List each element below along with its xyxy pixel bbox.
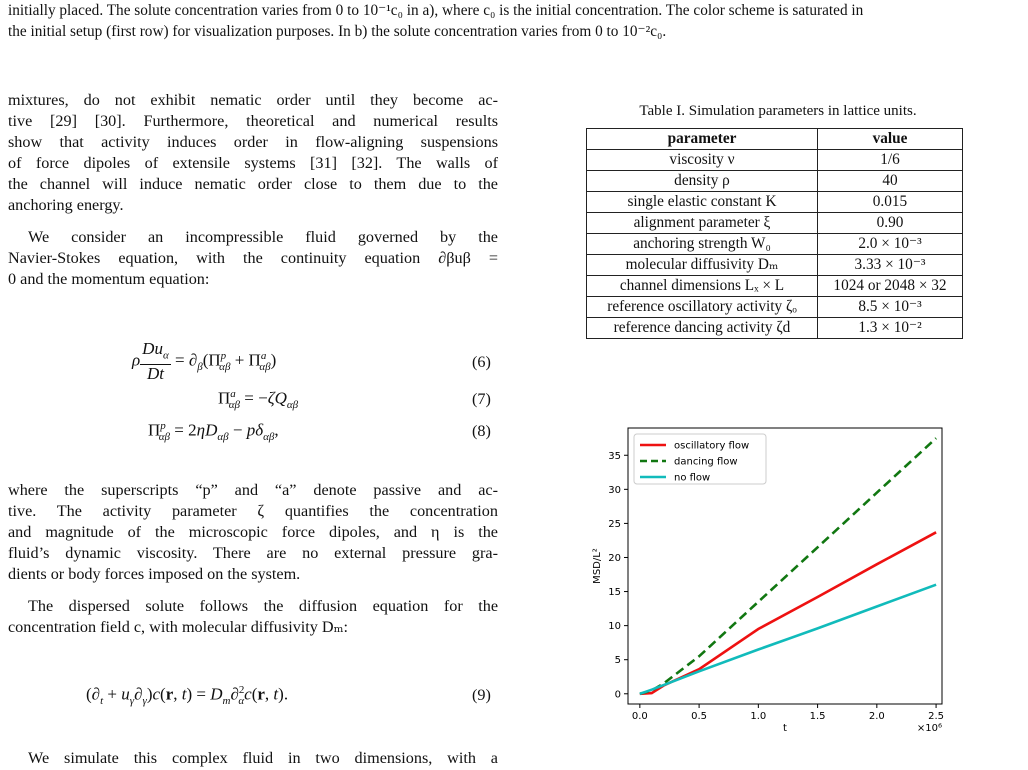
text-line: where the superscripts “p” and “a” denote passive and ac- — [8, 481, 498, 499]
table-row — [587, 192, 963, 213]
text-line: of force dipoles of extensile systems [31] [32]. The walls of — [8, 154, 498, 172]
table-row — [587, 297, 963, 318]
x-axis-label: t — [783, 723, 787, 734]
equation-7: $\Pi^a_{\alpha\beta} = -\zeta Q_{\alpha\beta}$ — [218, 388, 299, 412]
param-value: 40 — [818, 171, 963, 192]
param-name: reference oscillatory activity ζₒ — [587, 297, 818, 318]
table-header-row — [587, 129, 963, 150]
paragraph — [8, 596, 498, 638]
text-line: mixtures, do not exhibit nematic order until they become ac- — [8, 91, 498, 109]
param-value: 0.90 — [818, 213, 963, 234]
left-column-bottom — [8, 748, 498, 769]
equation-number: (7) — [472, 390, 491, 408]
text-line: 0 and the momentum equation: — [8, 270, 210, 288]
equation-9: $(\partial_t + u_\gamma\partial_\gamma)c(r$, $t) = D_m\partial^2_\alpha c(r$, t). — [86, 684, 289, 708]
legend-label: no flow — [674, 472, 711, 484]
legend-label: dancing flow — [674, 456, 738, 468]
paragraph — [8, 90, 498, 216]
param-name: channel dimensions Lₓ × L — [587, 276, 818, 297]
column-header: value — [818, 129, 963, 150]
table-row — [587, 213, 963, 234]
param-value: 1024 or 2048 × 32 — [818, 276, 963, 297]
param-name: viscosity ν — [587, 150, 818, 171]
column-header: parameter — [587, 129, 818, 150]
equation-number: (6) — [472, 353, 491, 371]
figure-caption — [8, 0, 1020, 42]
table-row — [587, 255, 963, 276]
equation-number: (9) — [472, 686, 491, 704]
y-tick-label: 35 — [608, 450, 621, 462]
y-tick-label: 30 — [608, 484, 621, 496]
caption-line: the initial setup (first row) for visualization purposes. In b) the solute concentration varies from 0 to 10⁻²c₀. — [8, 23, 667, 40]
y-axis-label: MSD/L² — [592, 548, 603, 584]
param-value: 8.5 × 10⁻³ — [818, 297, 963, 318]
x-tick-label: 0.5 — [691, 711, 708, 722]
param-value: 2.0 × 10⁻³ — [818, 234, 963, 255]
paragraph — [8, 227, 498, 290]
equation-number: (8) — [472, 422, 491, 440]
text-line: We simulate this complex fluid in two dimensions, with a — [28, 749, 498, 767]
text-line: the channel will induce nematic order close to them due to the — [8, 175, 498, 193]
text-line: and magnitude of the microscopic force dipoles, and η is the — [8, 523, 498, 541]
y-tick-label: 20 — [608, 552, 621, 564]
equation-8: $\Pi^p_{\alpha\beta} = 2\eta D_{\alpha\beta} - p\delta_{\alpha\beta}$, — [148, 420, 279, 444]
x-tick-label: 1.5 — [809, 711, 826, 722]
table-row — [587, 234, 963, 255]
param-name: density ρ — [587, 171, 818, 192]
text-line: show that activity induces order in flow-aligning suspensions — [8, 133, 498, 151]
text-line: tive. The activity parameter ζ quantifies the concentration — [8, 502, 498, 520]
x-tick-label: 2.5 — [928, 711, 945, 722]
param-value: 3.33 × 10⁻³ — [818, 255, 963, 276]
y-tick-label: 0 — [614, 689, 621, 701]
equation-6: ρ $\frac{Du_\alpha}{Dt}$ = $\partial_\beta(\Pi^p_{\alpha\beta} + \Pi^a_{\alpha\beta})$ — [132, 339, 277, 384]
table-row — [587, 171, 963, 192]
paragraph — [8, 480, 498, 585]
text-line: dients or body forces imposed on the system. — [8, 565, 301, 583]
text-line: tive [29] [30]. Furthermore, theoretical and numerical results — [8, 112, 498, 130]
text-line: The dispersed solute follows the diffusion equation for the — [28, 597, 498, 615]
paragraph — [8, 748, 498, 769]
table-row — [587, 318, 963, 339]
text-line: concentration field c, with molecular diffusivity Dₘ: — [8, 618, 349, 636]
text-line: We consider an incompressible fluid governed by the — [28, 228, 498, 246]
table-row — [587, 276, 963, 297]
series-line — [640, 532, 936, 694]
table-row — [587, 150, 963, 171]
param-name: molecular diffusivity Dₘ — [587, 255, 818, 276]
legend-label: oscillatory flow — [674, 440, 750, 452]
parameters-table — [586, 128, 963, 339]
caption-line: initially placed. The solute concentration varies from 0 to 10⁻¹c₀ in a), where c₀ is the initial concentration. The color scheme is saturated in — [8, 2, 864, 19]
param-value: 1.3 × 10⁻² — [818, 318, 963, 339]
param-name: reference dancing activity ζd — [587, 318, 818, 339]
y-tick-label: 25 — [608, 518, 621, 530]
series-line — [640, 585, 936, 694]
left-column — [8, 90, 498, 290]
x-tick-label: 1.0 — [750, 711, 767, 722]
x-tick-label: 0.0 — [631, 711, 648, 722]
text-line: Navier-Stokes equation, with the continuity equation ∂βuβ = — [8, 249, 498, 267]
y-tick-label: 5 — [614, 655, 621, 667]
text-line: anchoring energy. — [8, 196, 124, 214]
param-value: 0.015 — [818, 192, 963, 213]
y-tick-label: 15 — [608, 587, 621, 599]
x-tick-label: 2.0 — [868, 711, 885, 722]
x-axis-multiplier: ×10⁶ — [916, 723, 942, 734]
left-column-lower — [8, 480, 498, 638]
y-tick-label: 10 — [608, 621, 621, 633]
param-value: 1/6 — [818, 150, 963, 171]
param-name: alignment parameter ξ — [587, 213, 818, 234]
text-line: fluid’s dynamic viscosity. There are no external pressure gra- — [8, 544, 498, 562]
msd-line-chart — [580, 418, 980, 748]
table-caption: Table I. Simulation parameters in lattice units. — [639, 103, 917, 119]
param-name: single elastic constant K — [587, 192, 818, 213]
param-name: anchoring strength W₀ — [587, 234, 818, 255]
